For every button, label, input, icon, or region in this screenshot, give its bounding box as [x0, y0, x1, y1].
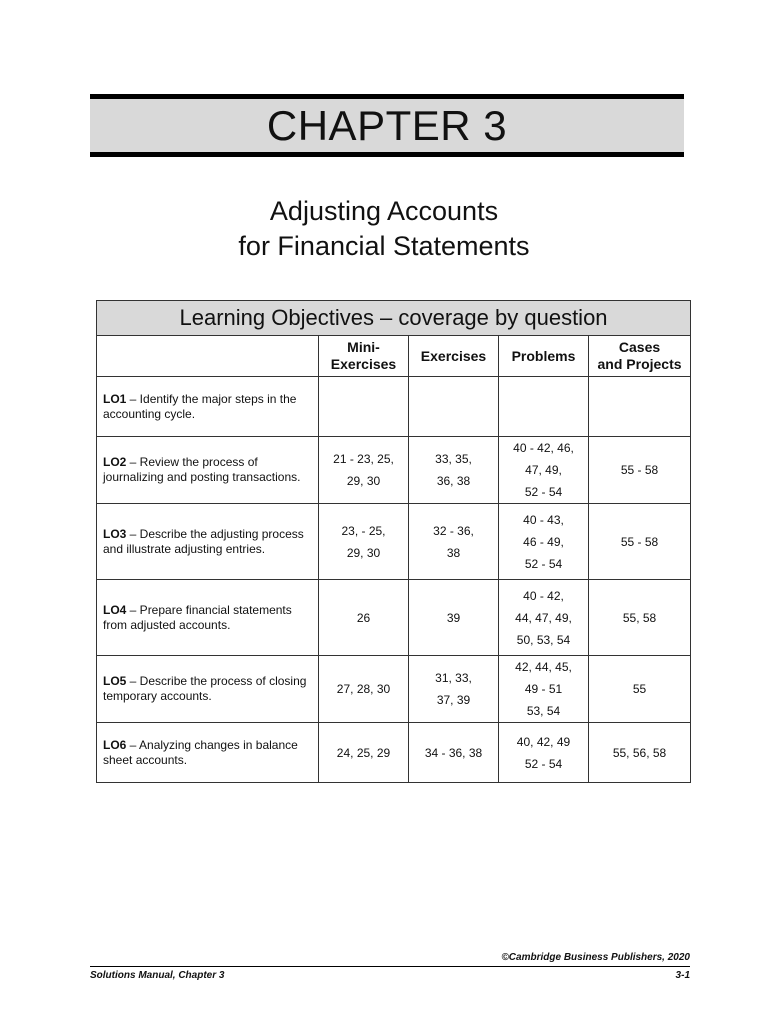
- objective-description: LO5 – Describe the process of closing temporary accounts.: [97, 656, 319, 723]
- table-row: [97, 504, 691, 580]
- coverage-cell-mini: 27, 28, 30: [319, 656, 409, 723]
- coverage-cell-cases: 55 - 58: [589, 437, 691, 504]
- table-caption: Learning Objectives – coverage by question: [97, 301, 691, 336]
- coverage-cell-ex: [409, 377, 499, 437]
- objective-code: LO5: [103, 674, 127, 688]
- objective-code: LO2: [103, 455, 127, 469]
- coverage-cell-mini: [319, 377, 409, 437]
- title-line-1: Adjusting Accounts: [269, 196, 499, 226]
- objective-code: LO3: [103, 526, 127, 541]
- coverage-cell-mini: 26: [319, 580, 409, 656]
- column-header: [97, 336, 319, 377]
- document-title: [0, 194, 768, 264]
- coverage-cell-prob: [499, 377, 589, 437]
- coverage-cell-ex: 33, 35, 36, 38: [409, 437, 499, 504]
- learning-objectives-table: [96, 300, 691, 783]
- coverage-cell-cases: 55: [589, 656, 691, 723]
- copyright-notice: ©Cambridge Business Publishers, 2020: [501, 952, 690, 963]
- objective-description: LO3 – Describe the adjusting process and illustrate adjusting entries.: [97, 504, 319, 580]
- coverage-cell-prob: 42, 44, 45, 49 - 51 53, 54: [499, 656, 589, 723]
- table-row: [97, 723, 691, 783]
- coverage-cell-cases: 55, 56, 58: [589, 723, 691, 783]
- column-header: Problems: [499, 336, 589, 377]
- objective-code: LO4: [103, 602, 127, 617]
- coverage-cell-prob: 40 - 42, 44, 47, 49, 50, 53, 54: [499, 580, 589, 656]
- footer-divider: [90, 966, 690, 967]
- coverage-cell-cases: [589, 377, 691, 437]
- coverage-cell-ex: 32 - 36, 38: [409, 504, 499, 580]
- column-header: Mini- Exercises: [319, 336, 409, 377]
- title-line-2: for Financial Statements: [238, 231, 530, 261]
- coverage-cell-prob: 40, 42, 49 52 - 54: [499, 723, 589, 783]
- coverage-cell-prob: 40 - 42, 46, 47, 49, 52 - 54: [499, 437, 589, 504]
- table-row: [97, 656, 691, 723]
- coverage-cell-ex: 34 - 36, 38: [409, 723, 499, 783]
- page-number: 3-1: [675, 970, 690, 981]
- objective-description: LO4 – Prepare financial statements from adjusted accounts.: [97, 580, 319, 656]
- table-row: [97, 437, 691, 504]
- chapter-title: CHAPTER 3: [266, 101, 508, 149]
- objective-code: LO6: [103, 737, 127, 752]
- footer-manual-label: Solutions Manual, Chapter 3: [90, 970, 225, 981]
- table-row: [97, 377, 691, 437]
- coverage-cell-cases: 55, 58: [589, 580, 691, 656]
- column-header: Exercises: [409, 336, 499, 377]
- coverage-cell-cases: 55 - 58: [589, 504, 691, 580]
- objective-code: LO1: [103, 391, 127, 406]
- coverage-cell-mini: 24, 25, 29: [319, 723, 409, 783]
- column-header: Cases and Projects: [589, 336, 691, 377]
- coverage-cell-ex: 39: [409, 580, 499, 656]
- coverage-cell-mini: 21 - 23, 25, 29, 30: [319, 437, 409, 504]
- table-row: [97, 580, 691, 656]
- chapter-banner: [90, 94, 684, 157]
- objective-description: LO6 – Analyzing changes in balance sheet accounts.: [97, 723, 319, 783]
- coverage-cell-mini: 23, - 25, 29, 30: [319, 504, 409, 580]
- objective-description: LO2 – Review the process of journalizing and posting transactions.: [97, 437, 319, 504]
- coverage-cell-prob: 40 - 43, 46 - 49, 52 - 54: [499, 504, 589, 580]
- objective-description: LO1 – Identify the major steps in the accounting cycle.: [97, 377, 319, 437]
- coverage-cell-ex: 31, 33, 37, 39: [409, 656, 499, 723]
